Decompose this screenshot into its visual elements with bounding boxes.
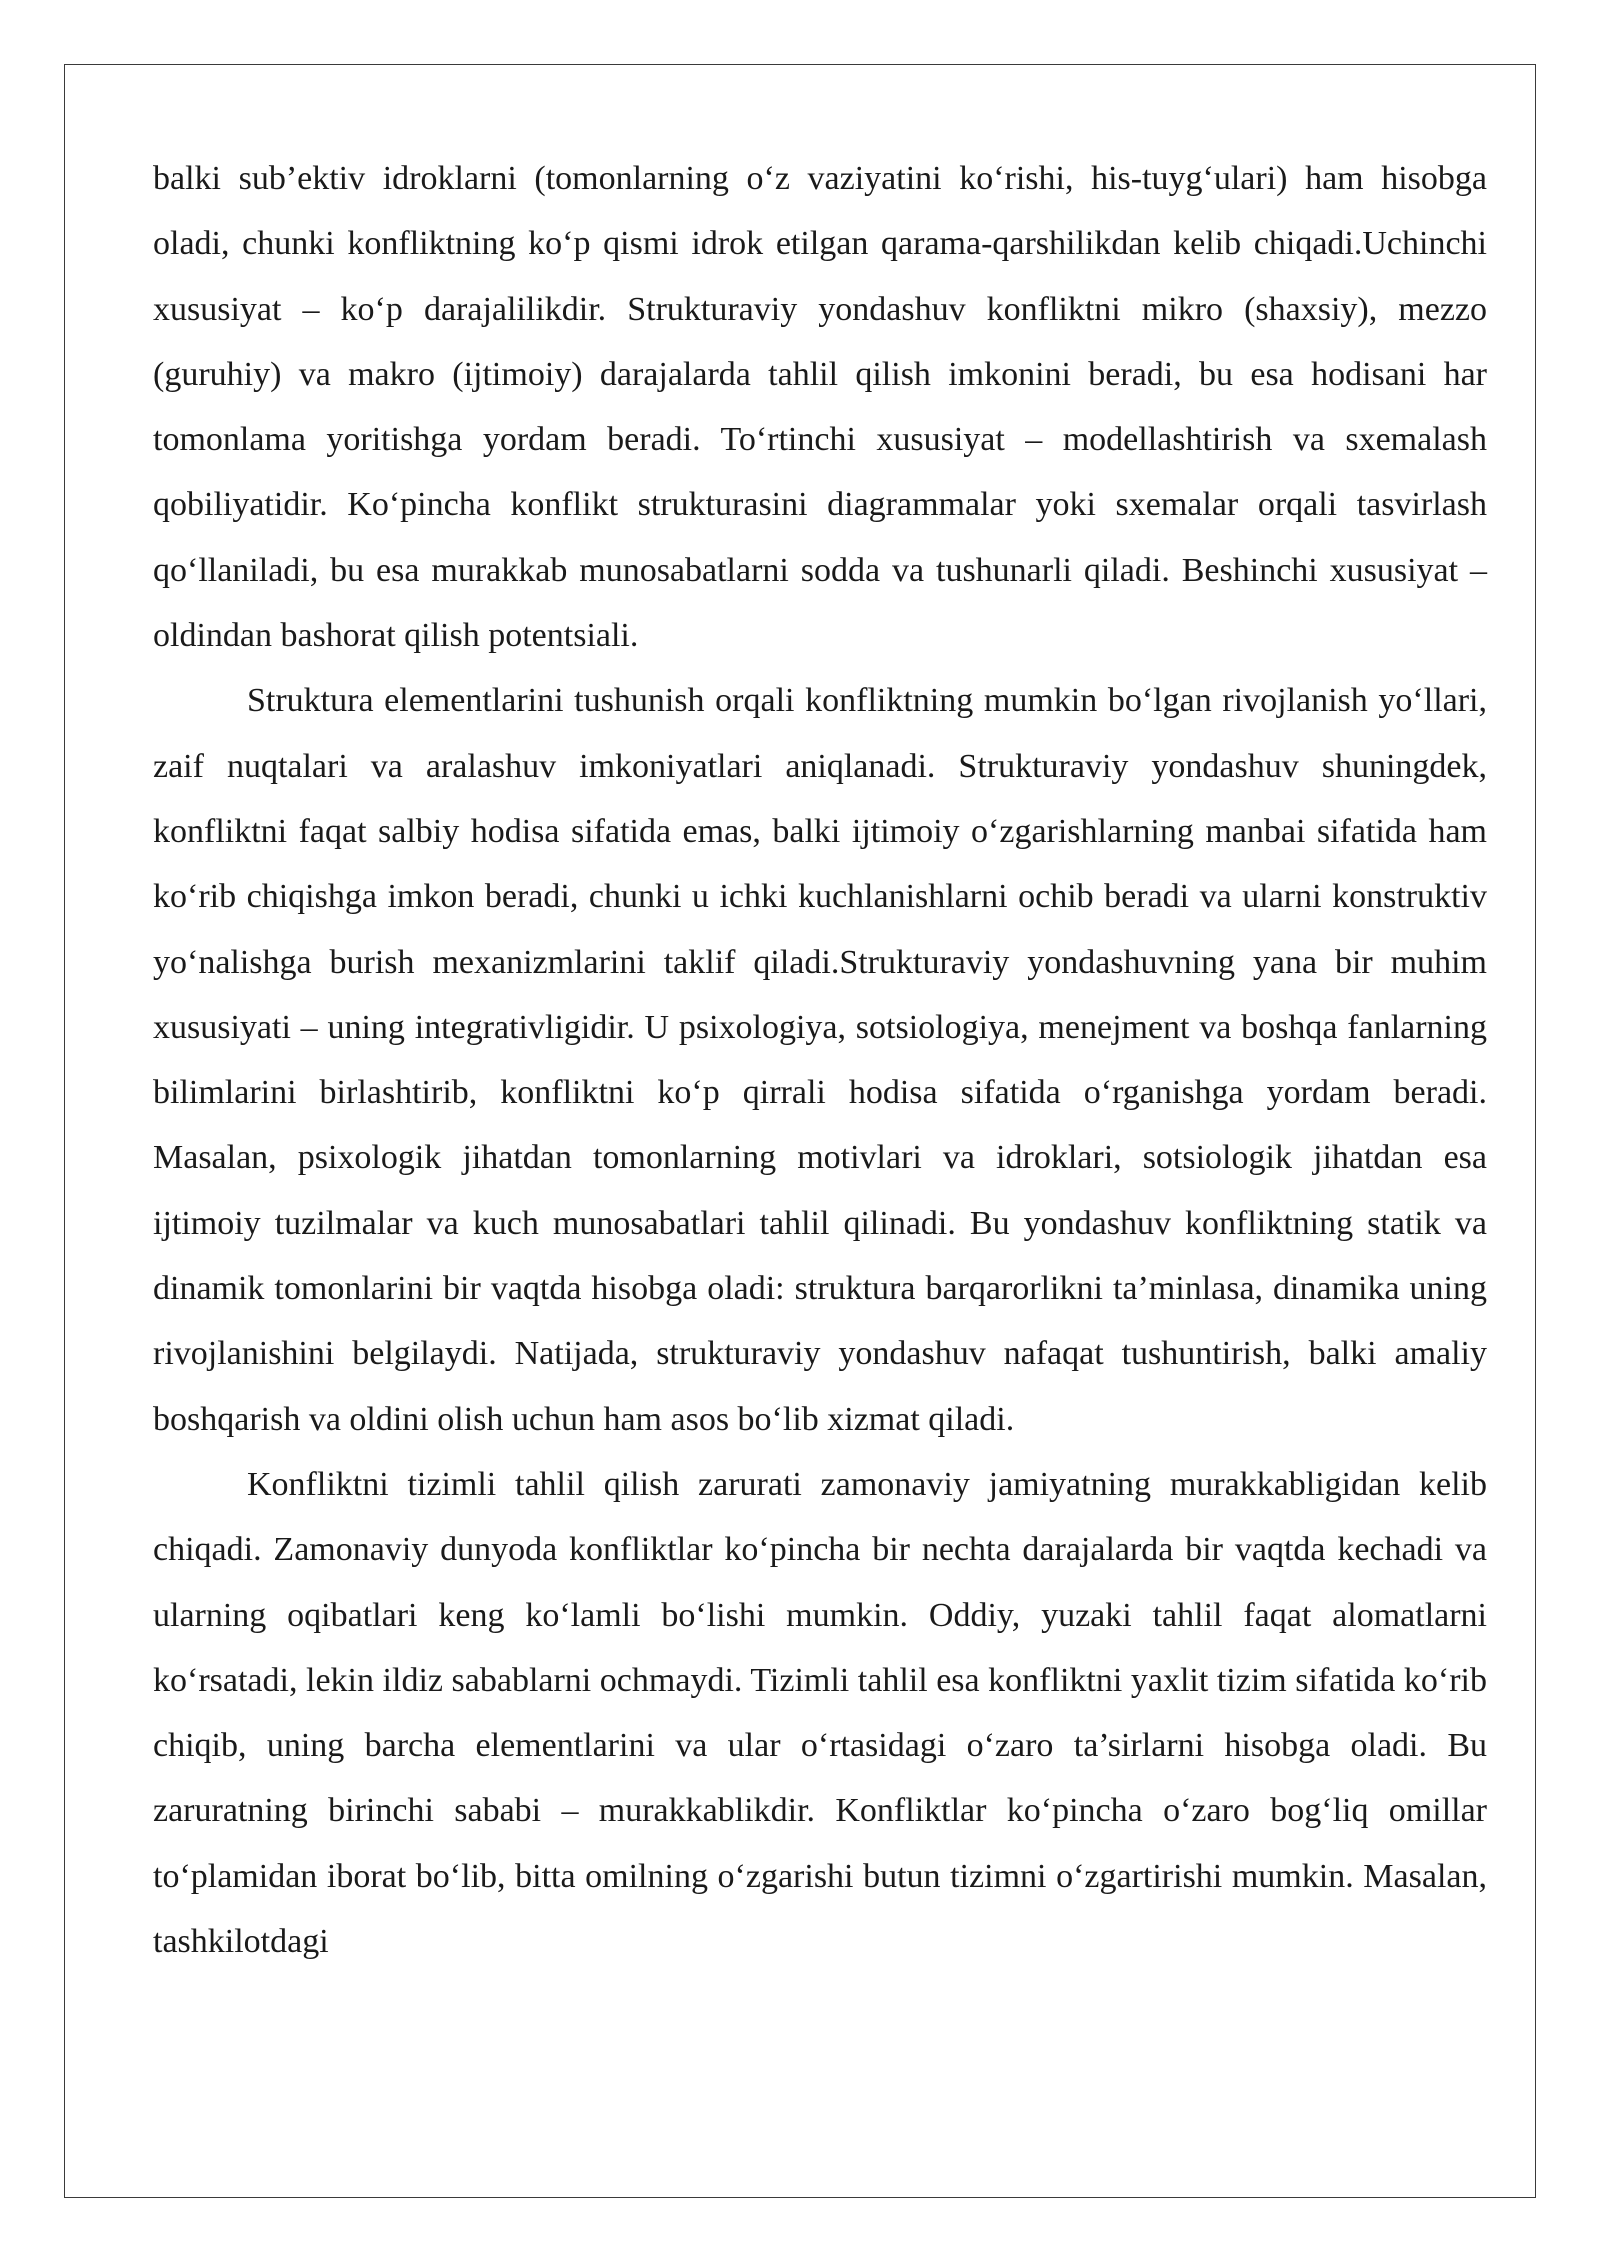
paragraph-continuation: balki sub’ektiv idroklarni (tomonlarning o‘z vaziyatini ko‘rishi, his-tuyg‘ulari) ham hisobga oladi, chunki konfliktning ko‘p qismi idrok etilgan qarama-qarshilikdan kelib chiqadi.Uchinchi xususiyat – ko‘p darajalilikdir. Strukturaviy yondashuv konfliktni mikro (shaxsiy), mezzo (guruhiy) va makro (ijtimoiy) darajalarda tahlil qilish imkonini beradi, bu esa hodisani har tomonlama yoritishga yordam beradi. To‘rtinchi xususiyat – modellashtirish va sxemalash qobiliyatidir. Ko‘pincha konflikt strukturasini diagrammalar yoki sxemalar orqali tasvirlash qo‘llaniladi, bu esa murakkab munosabatlarni sodda va tushunarli qiladi. Beshinchi xususiyat – oldindan bashorat qilish potentsiali. xyxy=(153,160,1487,655)
paragraph-structure-elements: Struktura elementlarini tushunish orqali konfliktning mumkin bo‘lgan rivojlanish yo‘llari, zaif nuqtalari va aralashuv imkoniyatlari aniqlanadi. Strukturaviy yondashuv shuningdek, konfliktni faqat salbiy hodisa sifatida emas, balki ijtimoiy o‘zgarishlarning manbai sifatida ham ko‘rib chiqishga imkon beradi, chunki u ichki kuchlanishlarni ochib beradi va ularni konstruktiv yo‘nalishga burish mexanizmlarini taklif qiladi.Strukturaviy yondashuvning yana bir muhim xususiyati – uning integrativligidir. U psixologiya, sotsiologiya, menejment va boshqa fanlarning bilimlarini birlashtirib, konfliktni ko‘p qirrali hodisa sifatida o‘rganishga yordam beradi. Masalan, psixologik jihatdan tomonlarning motivlari va idroklari, sotsiologik jihatdan esa ijtimoiy tuzilmalar va kuch munosabatlari tahlil qilinadi. Bu yondashuv konfliktning statik va dinamik tomonlarini bir vaqtda hisobga oladi: struktura barqarorlikni ta’minlasa, dinamika uning rivojlanishini belgilaydi. Natijada, strukturaviy yondashuv nafaqat tushuntirish, balki amaliy boshqarish va oldini olish uchun ham asos bo‘lib xizmat qiladi. xyxy=(153,682,1487,1438)
document-body xyxy=(153,146,1487,1974)
paragraph-systemic-analysis: Konfliktni tizimli tahlil qilish zarurati zamonaviy jamiyatning murakkabligidan kelib chiqadi. Zamonaviy dunyoda konfliktlar ko‘pincha bir nechta darajalarda bir vaqtda kechadi va ularning oqibatlari keng ko‘lamli bo‘lishi mumkin. Oddiy, yuzaki tahlil faqat alomatlarni ko‘rsatadi, lekin ildiz sabablarni ochmaydi. Tizimli tahlil esa konfliktni yaxlit tizim sifatida ko‘rib chiqib, uning barcha elementlarini va ular o‘rtasidagi o‘zaro ta’sirlarni hisobga oladi. Bu zaruratning birinchi sababi – murakkablikdir. Konfliktlar ko‘pincha o‘zaro bog‘liq omillar to‘plamidan iborat bo‘lib, bitta omilning o‘zgarishi butun tizimni o‘zgartirishi mumkin. Masalan, tashkilotdagi xyxy=(153,1465,1487,1961)
